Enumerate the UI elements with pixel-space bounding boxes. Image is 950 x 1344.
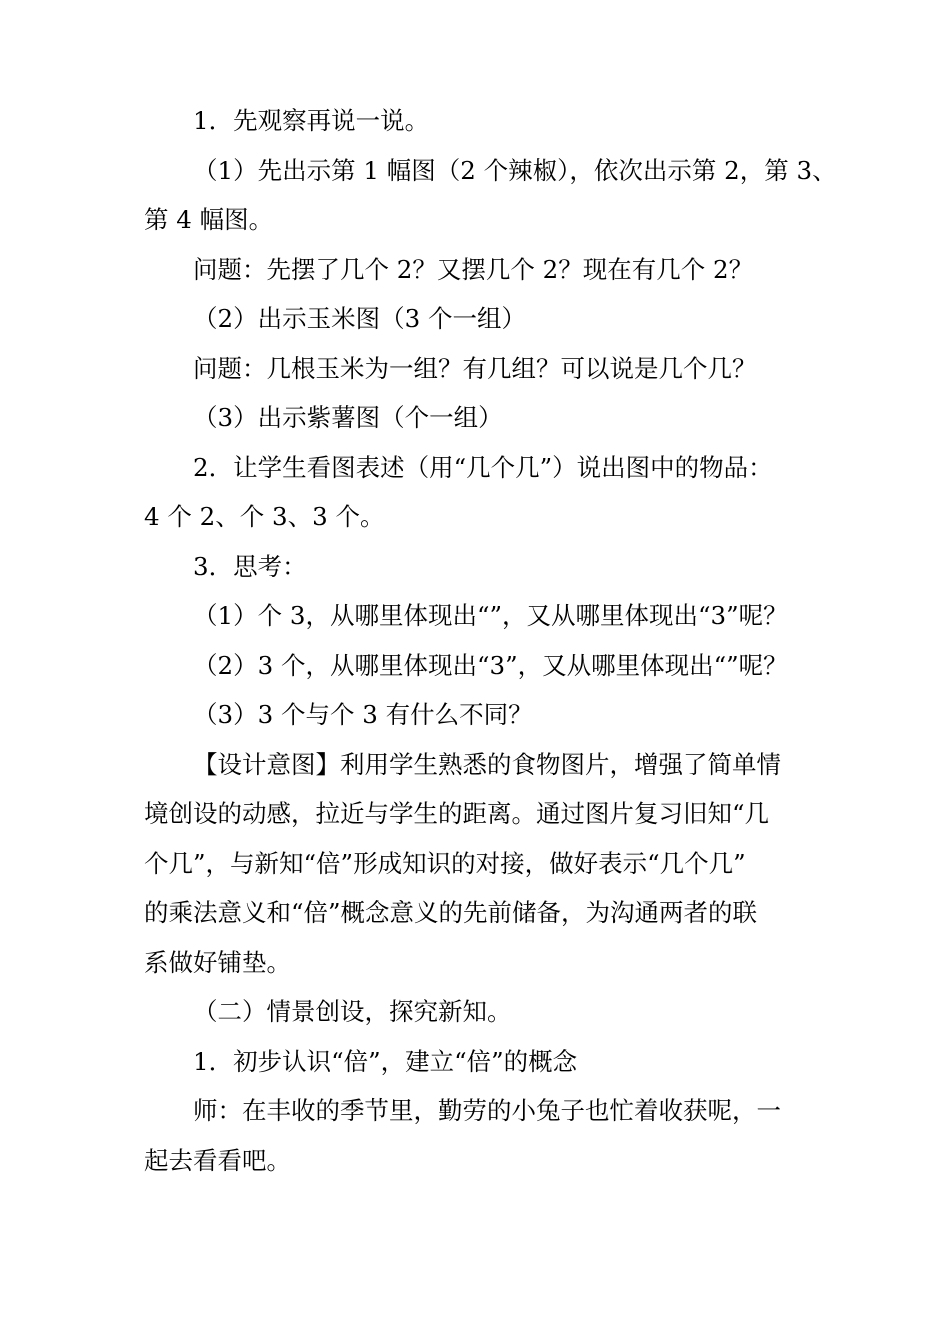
teacher-line-1: 师：在丰收的季节里，勤劳的小兔子也忙着收获呢，一 [193, 1096, 781, 1125]
document-body [144, 96, 837, 1185]
step-3-item-1: （1）个 3，从哪里体现出“”，又从哪里体现出“3”呢？ [193, 601, 788, 630]
design-intent-line-4: 的乘法意义和“倍”概念意义的先前储备，为沟通两者的联 [144, 898, 758, 927]
question-pepper: 问题：先摆了几个 2？又摆几个 2？现在有几个 2？ [193, 254, 754, 284]
step-1-item-1-line-1: （1）先出示第 1 幅图（2 个辣椒），依次出示第 2，第 3、 [193, 155, 837, 185]
step-3-heading: 3．思考： [193, 551, 307, 581]
section-2-step-1: 1．初步认识“倍”，建立“倍”的概念 [193, 1046, 578, 1076]
step-3-item-3: （3）3 个与个 3 有什么不同？ [193, 700, 533, 729]
step-3-item-2: （2）3 个，从哪里体现出“3”，又从哪里体现出“”呢？ [193, 650, 788, 680]
step-2-line-1: 2．让学生看图表述（用“几个几”）说出图中的物品： [193, 452, 773, 482]
section-2-heading: （二）情景创设，探究新知。 [193, 997, 512, 1026]
step-1-heading: 1．先观察再说一说。 [193, 106, 430, 135]
design-intent-line-1: 【设计意图】利用学生熟悉的食物图片，增强了简单情 [193, 749, 781, 779]
design-intent-line-5: 系做好铺垫。 [144, 947, 291, 977]
design-intent-line-2: 境创设的动感，拉近与学生的距离。通过图片复习旧知“几 [144, 799, 770, 828]
step-2-line-2: 4 个 2、个 3、3 个。 [144, 502, 385, 531]
step-1-item-2: （2）出示玉米图（3 个一组） [193, 304, 526, 333]
teacher-line-2: 起去看看吧。 [144, 1145, 291, 1175]
question-corn: 问题：几根玉米为一组？有几组？可以说是几个几？ [193, 353, 757, 383]
step-1-item-1-line-2: 第 4 幅图。 [144, 205, 274, 234]
step-1-item-3: （3）出示紫薯图（个一组） [193, 403, 503, 432]
design-intent-line-3: 个几”，与新知“倍”形成知识的对接，做好表示“几个几” [144, 848, 746, 878]
